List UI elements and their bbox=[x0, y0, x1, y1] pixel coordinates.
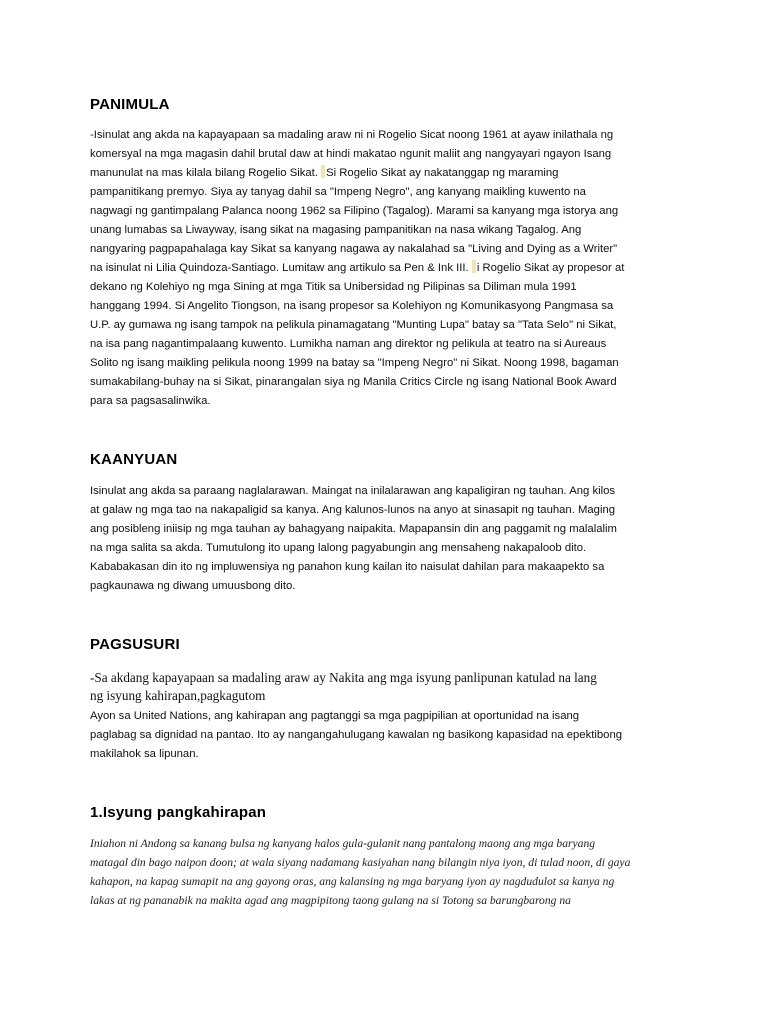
text-line: lakas at ng pananabik na makita agad ang magpipitong taong gulang na si Totong sa barungbarong na bbox=[90, 894, 571, 907]
text-line: Ayon sa United Nations, ang kahirapan ang pagtanggi sa mga pagpipilian at oportunidad na isang bbox=[90, 710, 580, 722]
paragraph-panimula bbox=[90, 126, 680, 411]
text-line: komersyal na mga magasin dahil brutal daw at hindi makatao ngunit maliit ang nangyayari ngayon Isang bbox=[90, 148, 612, 160]
text-line: Iniahon ni Andong sa kanang bulsa ng kanyang halos gula-gulanit nang pantalong maong ang mga baryang bbox=[90, 837, 596, 850]
text-line: sumakabilang-buhay na si Sikat, pinarangalan siya ng Manila Critics Circle ng isang National Book Award bbox=[90, 376, 617, 388]
text-line: at galaw ng mga tao na nakapaligid sa kanya. Ang kalunos-lunos na anyo at sinasapit ng tauhan. Maging bbox=[90, 504, 616, 516]
text-fragment: Si Rogelio Sikat ay nakatanggap ng maraming bbox=[326, 167, 559, 179]
text-fragment: na isinulat ni Lilia Quindoza-Santiago. Lumitaw ang artikulo sa Pen & Ink III. bbox=[90, 262, 469, 274]
text-line: U.P. ay gumawa ng isang tampok na pelikula pinamagatang "Munting Lupa" batay sa "Tata Selo" ni Sikat, bbox=[90, 319, 617, 331]
text-line bbox=[90, 259, 680, 278]
text-line: Isinulat ang akda sa paraang naglalarawan. Maingat na inilalarawan ang kapaligiran ng tauhan. Ang kilos bbox=[90, 485, 616, 497]
text-line: Solito ng isang maikling pelikula noong 1999 na batay sa "Impeng Negro" ni Sikat. Noong 1998, bagaman bbox=[90, 357, 619, 369]
text-line: nangyaring pagpapahalaga kay Sikat sa kanyang nagawa ay nakalahad sa "Living and Dying as a Writer" bbox=[90, 243, 618, 255]
paragraph-pagsusuri-intro bbox=[90, 669, 680, 705]
text-fragment: i Rogelio Sikat ay propesor at bbox=[476, 262, 625, 274]
section-heading-pagsusuri: PAGSUSURI bbox=[90, 636, 180, 653]
text-fragment: manunulat na mas kilala bilang Rogelio Sikat. bbox=[90, 167, 318, 179]
text-line: ng isyung kahirapan,pagkagutom bbox=[90, 688, 266, 703]
text-cursor-marker bbox=[321, 165, 325, 178]
text-line: nagwagi ng gantimpalang Palanca noong 1962 sa Filipino (Tagalog). Marami sa kanyang mga istorya ang bbox=[90, 205, 619, 217]
text-line: na mga salita sa akda. Tumutulong ito upang lalong pagyabungin ang mensaheng nakapaloob dito. bbox=[90, 542, 587, 554]
section-heading-kaanyuan: KAANYUAN bbox=[90, 451, 178, 468]
paragraph-kaanyuan bbox=[90, 482, 680, 596]
text-line: hanggang 1994. Si Angelito Tiongson, na isang propesor sa Kolehiyon ng Komunikasyong Pangmasa sa bbox=[90, 300, 614, 312]
text-line: dekano ng Kolehiyo ng mga Sining at mga Titik sa Unibersidad ng Pilipinas sa Diliman mula 1991 bbox=[90, 281, 577, 293]
text-line: -Isinulat ang akda na kapayapaan sa madaling araw ni ni Rogelio Sicat noong 1961 at ayaw inilathala ng bbox=[90, 129, 614, 141]
paragraph-isyung-pangkahirapan bbox=[90, 834, 680, 910]
paragraph-pagsusuri bbox=[90, 707, 680, 764]
text-line: na isa pang nagantimpalaang kuwento. Lumikha naman ang direktor ng pelikula at teatro na si Aureaus bbox=[90, 338, 607, 350]
text-line: Kababakasan din ito ng impluwensiya ng panahon kung kailan ito naisulat dahilan para makaapekto sa bbox=[90, 561, 605, 573]
text-line: pampanitikang premyo. Siya ay tanyag dahil sa "Impeng Negro", ang kanyang maikling kuwento na bbox=[90, 186, 586, 198]
text-line bbox=[90, 164, 680, 183]
text-cursor-marker bbox=[472, 260, 476, 273]
text-line: unang lumabas sa Liwayway, isang sikat na magasing pampanitikan na nasa wikang Tagalog. Ang bbox=[90, 224, 582, 236]
section-heading-isyung-pangkahirapan: 1.Isyung pangkahirapan bbox=[90, 804, 267, 821]
text-line: kahapon, na kapag sumapit na ang gayong oras, ang kalansing ng mga baryang iyon ay nagdudulot sa kanya ng bbox=[90, 875, 615, 888]
text-line: ang posibleng iniisip ng mga tauhan ay bahagyang naipakita. Mapapansin din ang paggamit ng malalalim bbox=[90, 523, 617, 535]
section-heading-panimula: PANIMULA bbox=[90, 96, 170, 113]
text-line: para sa pagsasalinwika. bbox=[90, 395, 211, 407]
text-line: matagal din bago naipon doon; at wala siyang nadamang kasiyahan nang bilangin niya iyon, di tulad noon, di gaya bbox=[90, 856, 631, 869]
text-line: makilahok sa lipunan. bbox=[90, 748, 199, 760]
text-line: -Sa akdang kapayapaan sa madaling araw ay Nakita ang mga isyung panlipunan katulad na lang bbox=[90, 670, 597, 685]
text-line: pagkaunawa ng diwang umuusbong dito. bbox=[90, 580, 296, 592]
text-line: paglabag sa dignidad na pantao. Ito ay nangangahulugang kawalan ng basikong kapasidad na epektibong bbox=[90, 729, 623, 741]
